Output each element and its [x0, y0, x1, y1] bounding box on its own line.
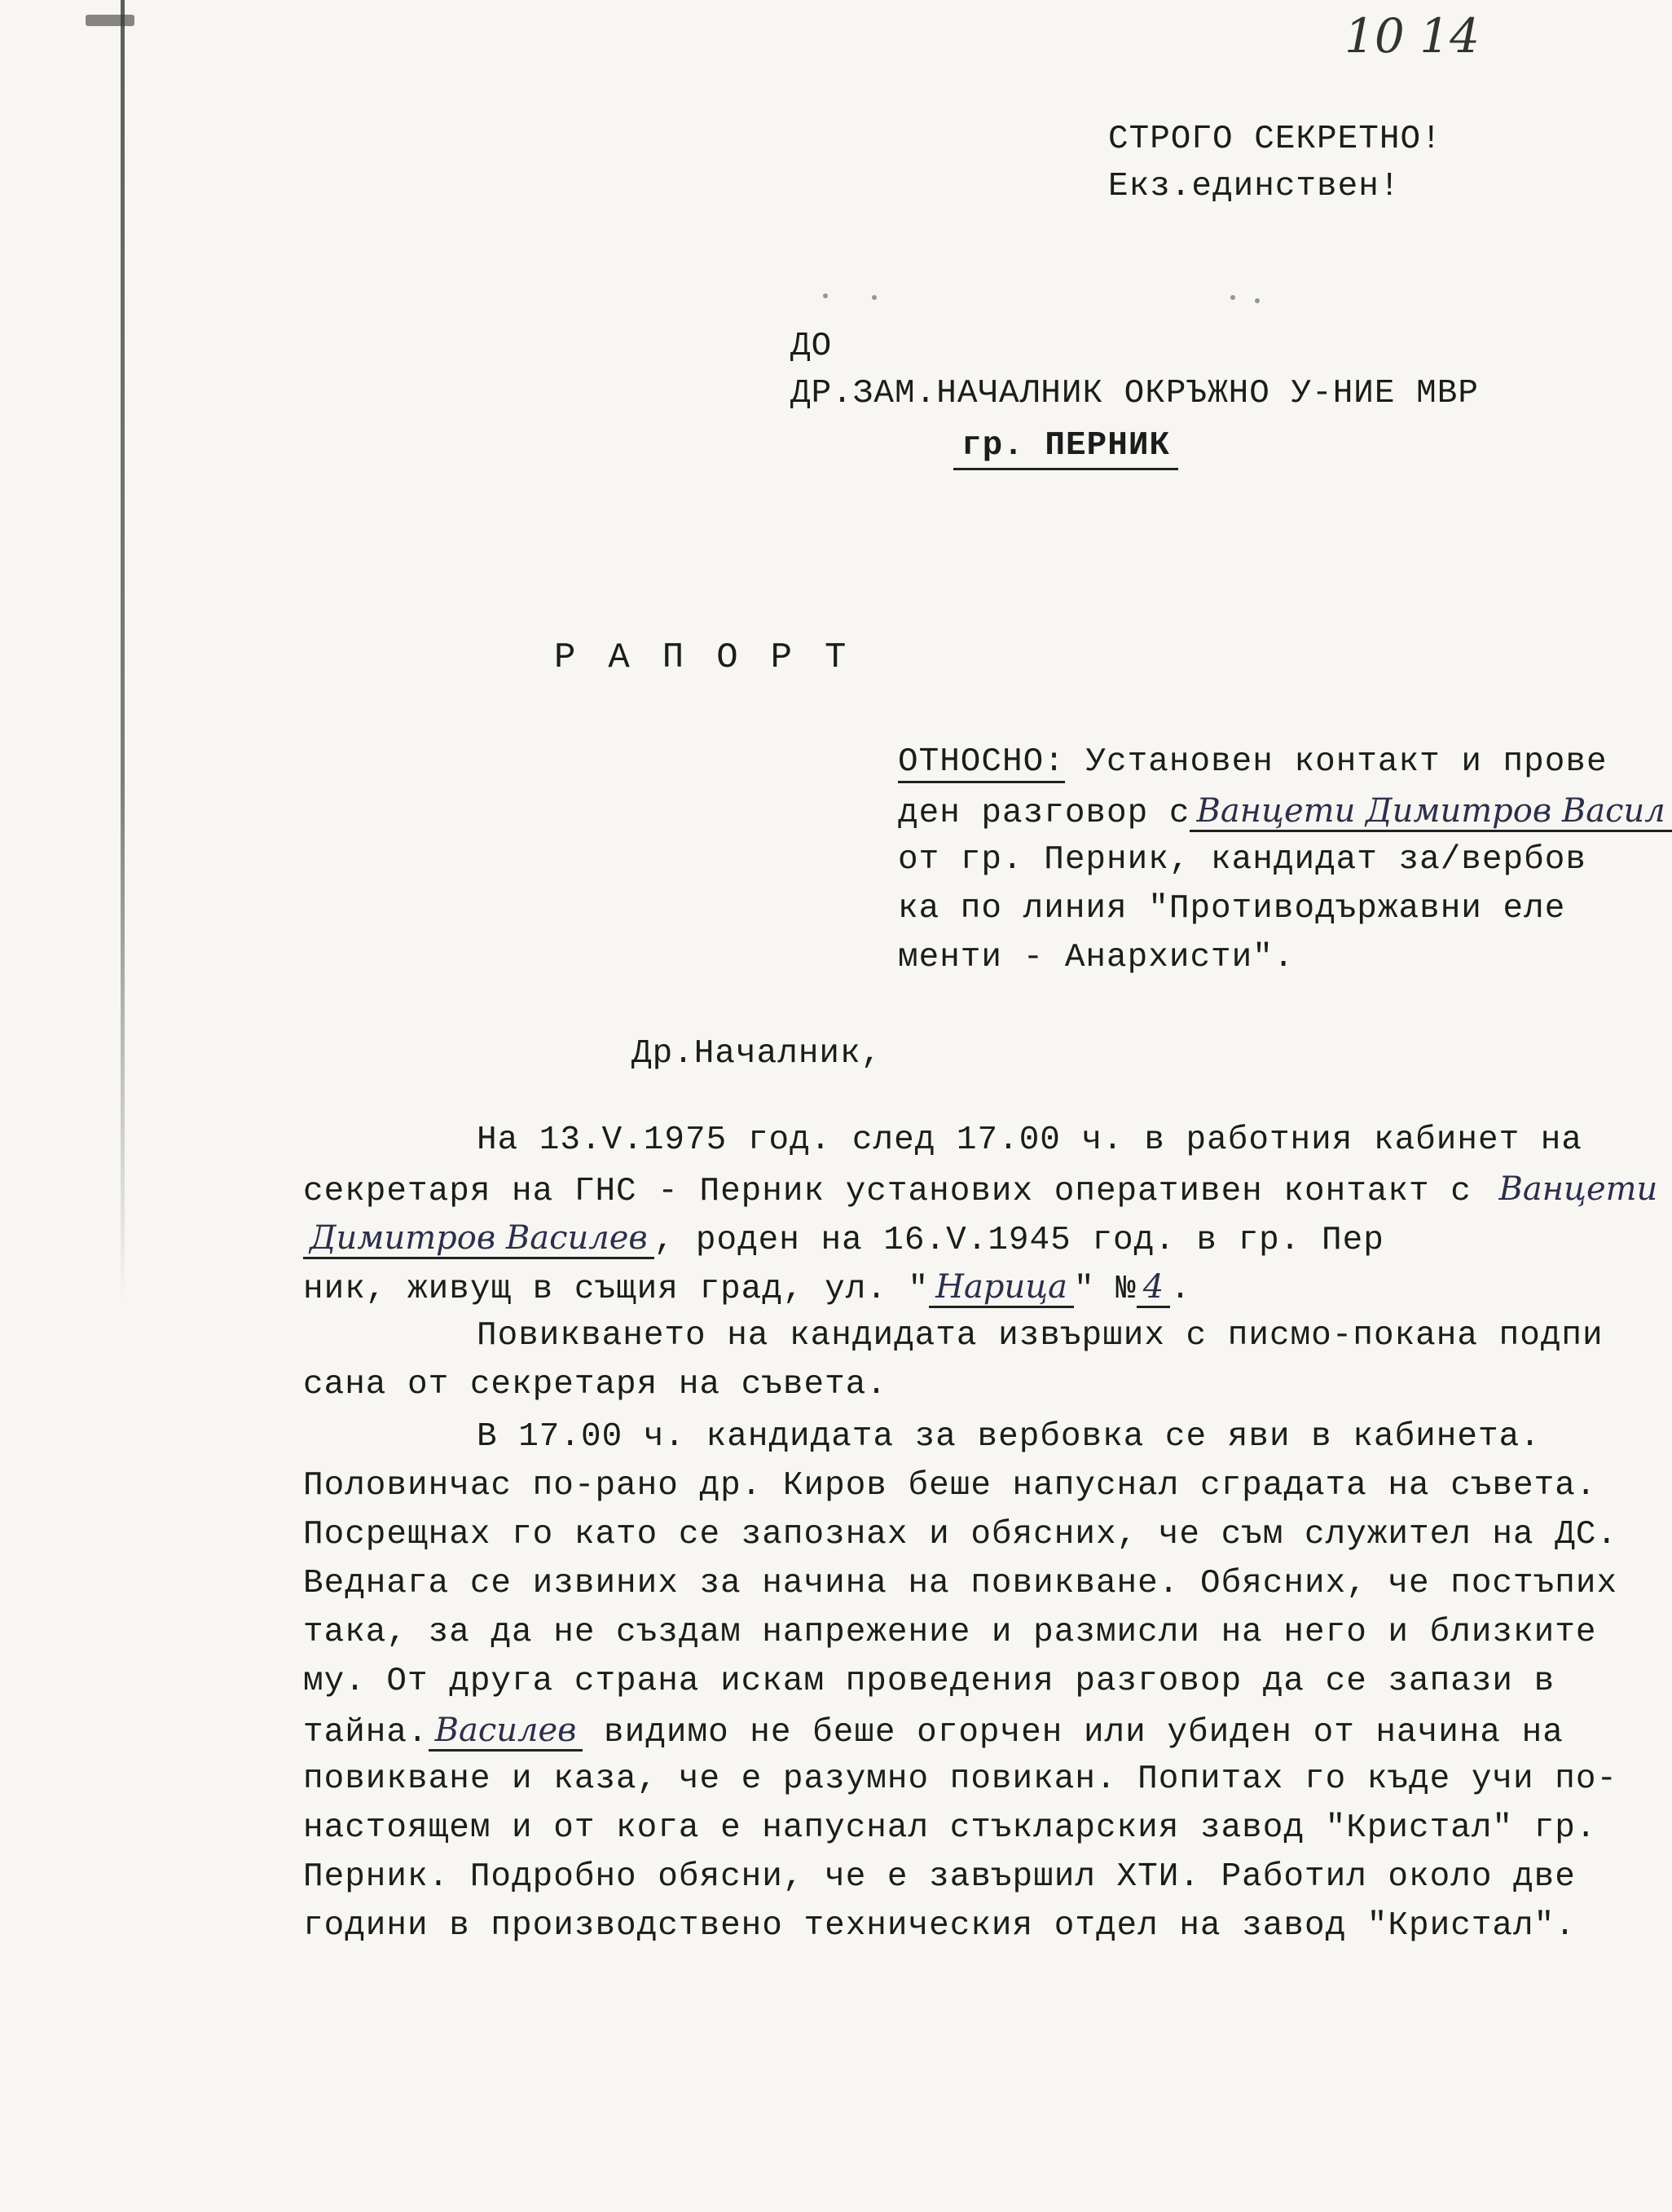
punch-hole-mark	[86, 15, 134, 26]
binding-margin-line	[121, 0, 125, 1304]
subject-line1	[898, 743, 1608, 781]
body-text: секретаря на ГНС - Перник установих оперативен контакт с	[303, 1173, 1472, 1210]
body-line: години в производствено техническия отдел на завод "Кристал".	[303, 1907, 1576, 1945]
subject-label: ОТНОСНО:	[898, 743, 1065, 783]
body-line: настоящем и от кога е напуснал стъкларския завод "Кристал" гр.	[303, 1809, 1597, 1847]
body-line	[303, 1268, 1191, 1308]
subject-text-1: Установен контакт и прове	[1064, 743, 1608, 781]
handwritten-name: Василев	[429, 1712, 583, 1752]
body-line: повикване и каза, че е разумно повикан. Попитах го къде учи по-	[303, 1760, 1618, 1798]
body-line: му. От друга страна искам проведения разговор да се запази в	[303, 1663, 1555, 1700]
body-line: На 13.V.1975 год. след 17.00 ч. в работния кабинет на	[477, 1121, 1583, 1159]
addressee-to: ДО	[790, 328, 833, 365]
body-line: сана от секретаря на съвета.	[303, 1366, 887, 1403]
addressee-city: гр. ПЕРНИК	[953, 427, 1178, 470]
archive-number: 10 14	[1344, 8, 1481, 64]
handwritten-name: Ванцети	[1498, 1170, 1658, 1208]
body-line	[303, 1219, 1384, 1259]
subject-text-2: ден разговор с	[898, 795, 1190, 832]
body-line: Повикването на кандидата извърших с писмо-покана подпи	[477, 1317, 1604, 1355]
classification-line1: СТРОГО СЕКРЕТНО!	[1108, 121, 1442, 158]
ink-speck	[823, 293, 828, 298]
document-title: РАПОРТ	[554, 637, 879, 678]
body-line	[303, 1712, 1564, 1752]
handwritten-name: Ванцети Димитров Васил	[1190, 792, 1671, 832]
ink-speck	[872, 295, 877, 300]
body-line: Веднага се извиних за начина на повикване. Обясних, че постъпих	[303, 1565, 1618, 1602]
addressee-office: ДР.ЗАМ.НАЧАЛНИК ОКРЪЖНО У-НИЕ МВР	[790, 375, 1479, 412]
body-text: видимо не беше огорчен или убиден от начина на	[583, 1714, 1564, 1752]
subject-line4: ка по линия "Противодържавни еле	[898, 890, 1566, 928]
handwritten-name: Димитров Василев	[303, 1219, 654, 1259]
ink-speck	[1255, 298, 1260, 303]
subject-line2	[898, 792, 1672, 832]
body-line	[303, 1170, 1664, 1210]
body-text: .	[1170, 1271, 1191, 1308]
body-text: " №	[1073, 1271, 1137, 1308]
handwritten-number: 4	[1137, 1268, 1170, 1308]
body-line: В 17.00 ч. кандидата за вербовка се яви в кабинета.	[477, 1418, 1541, 1456]
handwritten-street: Нарица	[929, 1268, 1074, 1308]
body-text: ник, живущ в същия град, ул. "	[303, 1271, 930, 1308]
subject-line5: менти - Анархисти".	[898, 939, 1295, 976]
salutation: Др.Началник,	[631, 1035, 882, 1073]
body-text: , роден на 16.V.1945 год. в гр. Пер	[653, 1222, 1384, 1259]
body-text: тайна.	[303, 1714, 429, 1752]
classification-line2: Екз.единствен!	[1108, 168, 1401, 205]
body-line: Посрещнах го като се запознах и обясних, че съм служител на ДС.	[303, 1516, 1618, 1553]
ink-speck	[1230, 295, 1235, 300]
subject-line3: от гр. Перник, кандидат за/вербов	[898, 841, 1586, 879]
body-line: така, за да не създам напрежение и размисли на него и близките	[303, 1614, 1597, 1651]
body-line: Половинчас по-рано др. Киров беше напуснал сградата на съвета.	[303, 1467, 1597, 1505]
body-line: Перник. Подробно обясни, че е завършил ХТИ. Работил около две	[303, 1858, 1576, 1896]
